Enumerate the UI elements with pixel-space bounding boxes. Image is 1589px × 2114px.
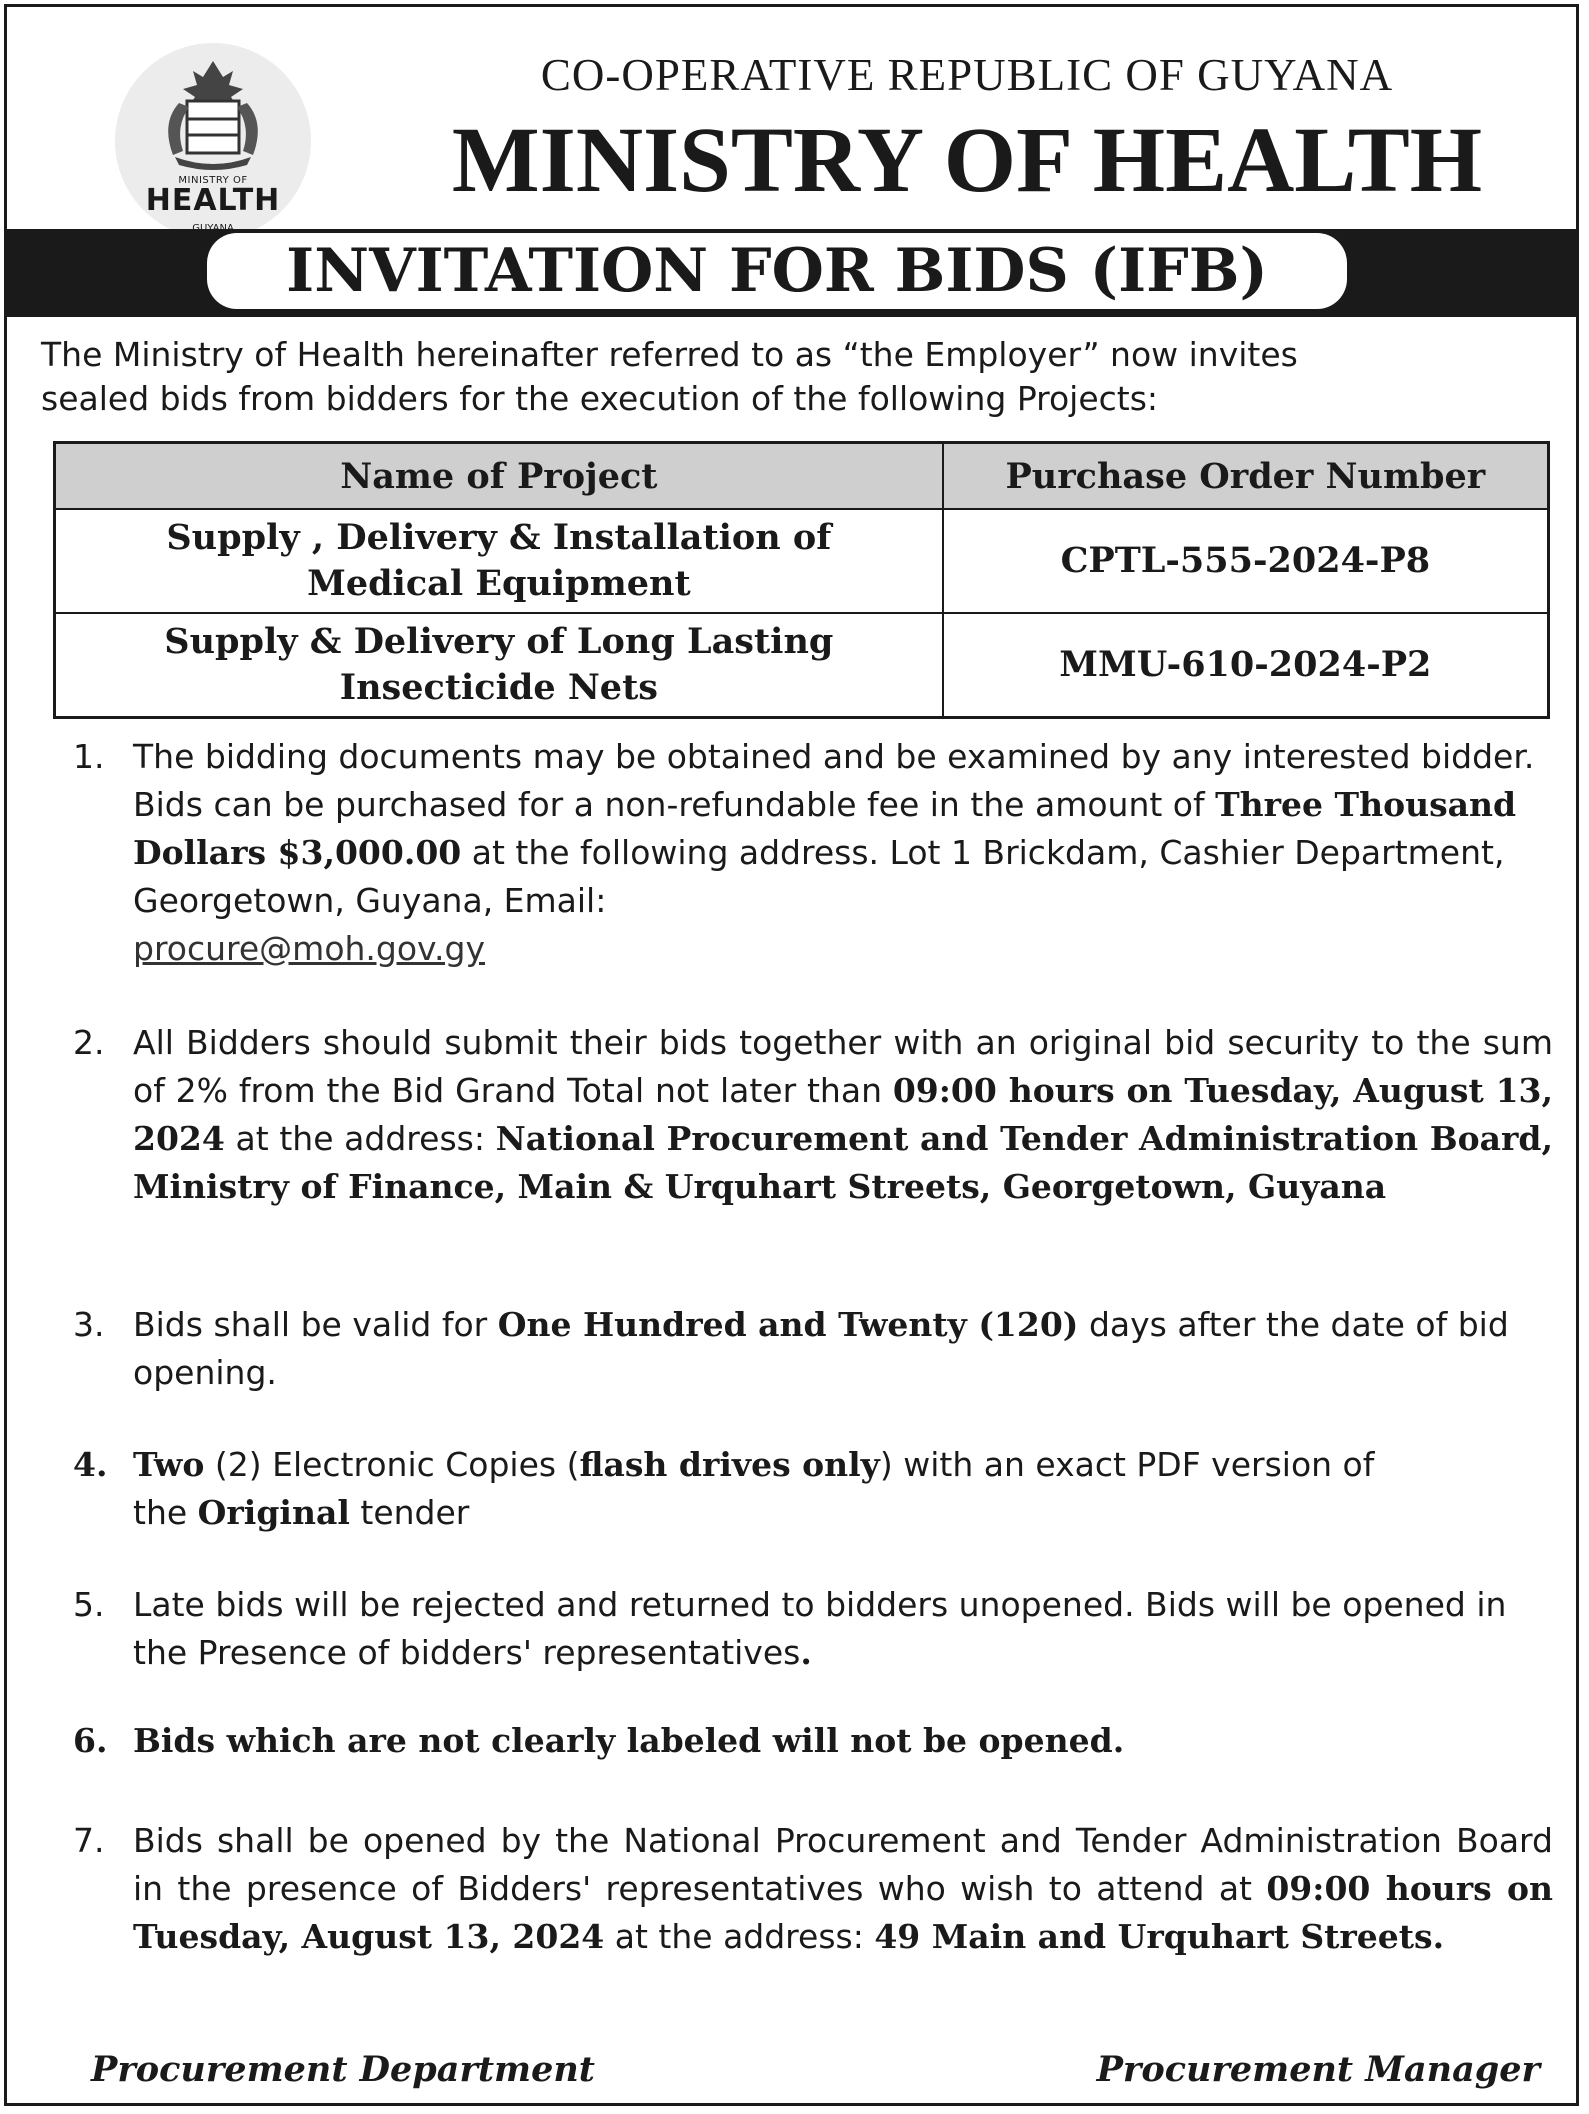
- validity-period: One Hundred and Twenty (120): [497, 1305, 1079, 1344]
- fee-amount: Three Thousand Dollars $3,000.00: [133, 785, 1517, 872]
- email-link[interactable]: procure@moh.gov.gy: [133, 929, 485, 968]
- item-text-run: at the address:: [235, 1119, 485, 1158]
- item-text-run: tender: [360, 1493, 470, 1532]
- logo-text-health: HEALTH: [145, 183, 281, 218]
- item-text-run: .: [800, 1633, 812, 1672]
- project-name-cell: [55, 613, 943, 718]
- opening-time: 09:00 hours on Tuesday, August 13, 2024: [133, 1869, 1553, 1956]
- opening-address: 49 Main and Urquhart Streets.: [874, 1917, 1445, 1956]
- table-row: [55, 509, 1549, 613]
- item-text-run: ) with an exact PDF version of: [879, 1445, 1375, 1484]
- header-purchase-order-number: Purchase Order Number: [943, 443, 1549, 510]
- item-text-run: the: [133, 1493, 188, 1532]
- table-header-row: [55, 443, 1549, 510]
- item-text-run: All Bidders should submit their bids together with an original bid security to the sum of 2% from the Bid Grand Total not later than: [133, 1023, 1553, 1110]
- item-text: [133, 1019, 1553, 1211]
- item-text-run: Bids shall be opened by the National Procurement and Tender Administration Board in the presence of Bidders' representatives who wish to attend at: [133, 1821, 1553, 1908]
- republic-heading: CO-OPERATIVE REPUBLIC OF GUYANA: [540, 50, 1394, 100]
- item-text: [133, 1817, 1553, 1961]
- intro-paragraph: [41, 333, 1561, 421]
- flash-drives-text: flash drives only: [579, 1445, 880, 1484]
- ifb-title: INVITATION FOR BIDS (IFB): [207, 233, 1347, 309]
- copies-count: Two: [133, 1445, 205, 1484]
- project-name-line: Medical Equipment: [307, 563, 691, 604]
- item-text-run: Bids shall be valid for: [133, 1305, 488, 1344]
- table-row: [55, 613, 1549, 718]
- deadline-text: 09:00 hours on Tuesday, August 13, 2024: [133, 1071, 1553, 1158]
- item-text: Bids which are not clearly labeled will not be opened.: [133, 1721, 1125, 1760]
- item-text-run: at the address:: [614, 1917, 864, 1956]
- intro-line-1: The Ministry of Health hereinafter referred to as “the Employer” now invites: [41, 335, 1298, 374]
- intro-line-2: sealed bids from bidders for the execution of the following Projects:: [41, 379, 1159, 418]
- item-text-run: Late bids will be rejected and returned to bidders unopened. Bids will be opened in the Presence of bidders' representatives: [133, 1585, 1507, 1672]
- notice-page: [4, 4, 1579, 2106]
- project-name-line: Insecticide Nets: [339, 667, 658, 708]
- item-number: 2.: [73, 1023, 105, 1062]
- project-name-line: Supply , Delivery & Installation of: [166, 517, 832, 558]
- footer-procurement-department: Procurement Department: [91, 2049, 595, 2090]
- project-name-cell: [55, 509, 943, 613]
- item-text: [133, 1301, 1553, 1397]
- item-number: 1.: [73, 737, 105, 776]
- logo-text-ministry-of: MINISTRY OF: [178, 175, 248, 186]
- item-text-run: days after the date of bid opening.: [133, 1305, 1509, 1392]
- ministry-logo: [115, 43, 311, 239]
- item-number: 6.: [73, 1721, 108, 1760]
- item-text-run: at the following address. Lot 1 Brickdam, Cashier Department, Georgetown, Guyana, Email:: [133, 833, 1505, 920]
- item-number: 4.: [73, 1445, 108, 1484]
- item-text: [133, 1581, 1553, 1677]
- header-name-of-project: Name of Project: [55, 443, 943, 510]
- po-number-cell: CPTL-555-2024-P8: [943, 509, 1549, 613]
- item-text-run: (2) Electronic Copies (: [214, 1445, 580, 1484]
- original-text: Original: [197, 1493, 350, 1532]
- po-number-cell: MMU-610-2024-P2: [943, 613, 1549, 718]
- ministry-heading: MINISTRY OF HEALTH: [451, 109, 1483, 212]
- project-name-line: Supply & Delivery of Long Lasting: [164, 621, 834, 662]
- item-number: 5.: [73, 1585, 105, 1624]
- projects-table: [53, 441, 1550, 719]
- footer-procurement-manager: Procurement Manager: [1096, 2049, 1540, 2090]
- item-text: [133, 1441, 1553, 1537]
- submission-address: National Procurement and Tender Administration Board, Ministry of Finance, Main & Urquhart Streets, Georgetown, Guyana: [133, 1119, 1553, 1206]
- item-number: 7.: [73, 1821, 105, 1860]
- item-number: 3.: [73, 1305, 105, 1344]
- item-text-run: The bidding documents may be obtained and be examined by any interested bidder. Bids can be purchased for a non-refundable fee in the amount of: [133, 737, 1535, 824]
- item-text: [133, 733, 1553, 973]
